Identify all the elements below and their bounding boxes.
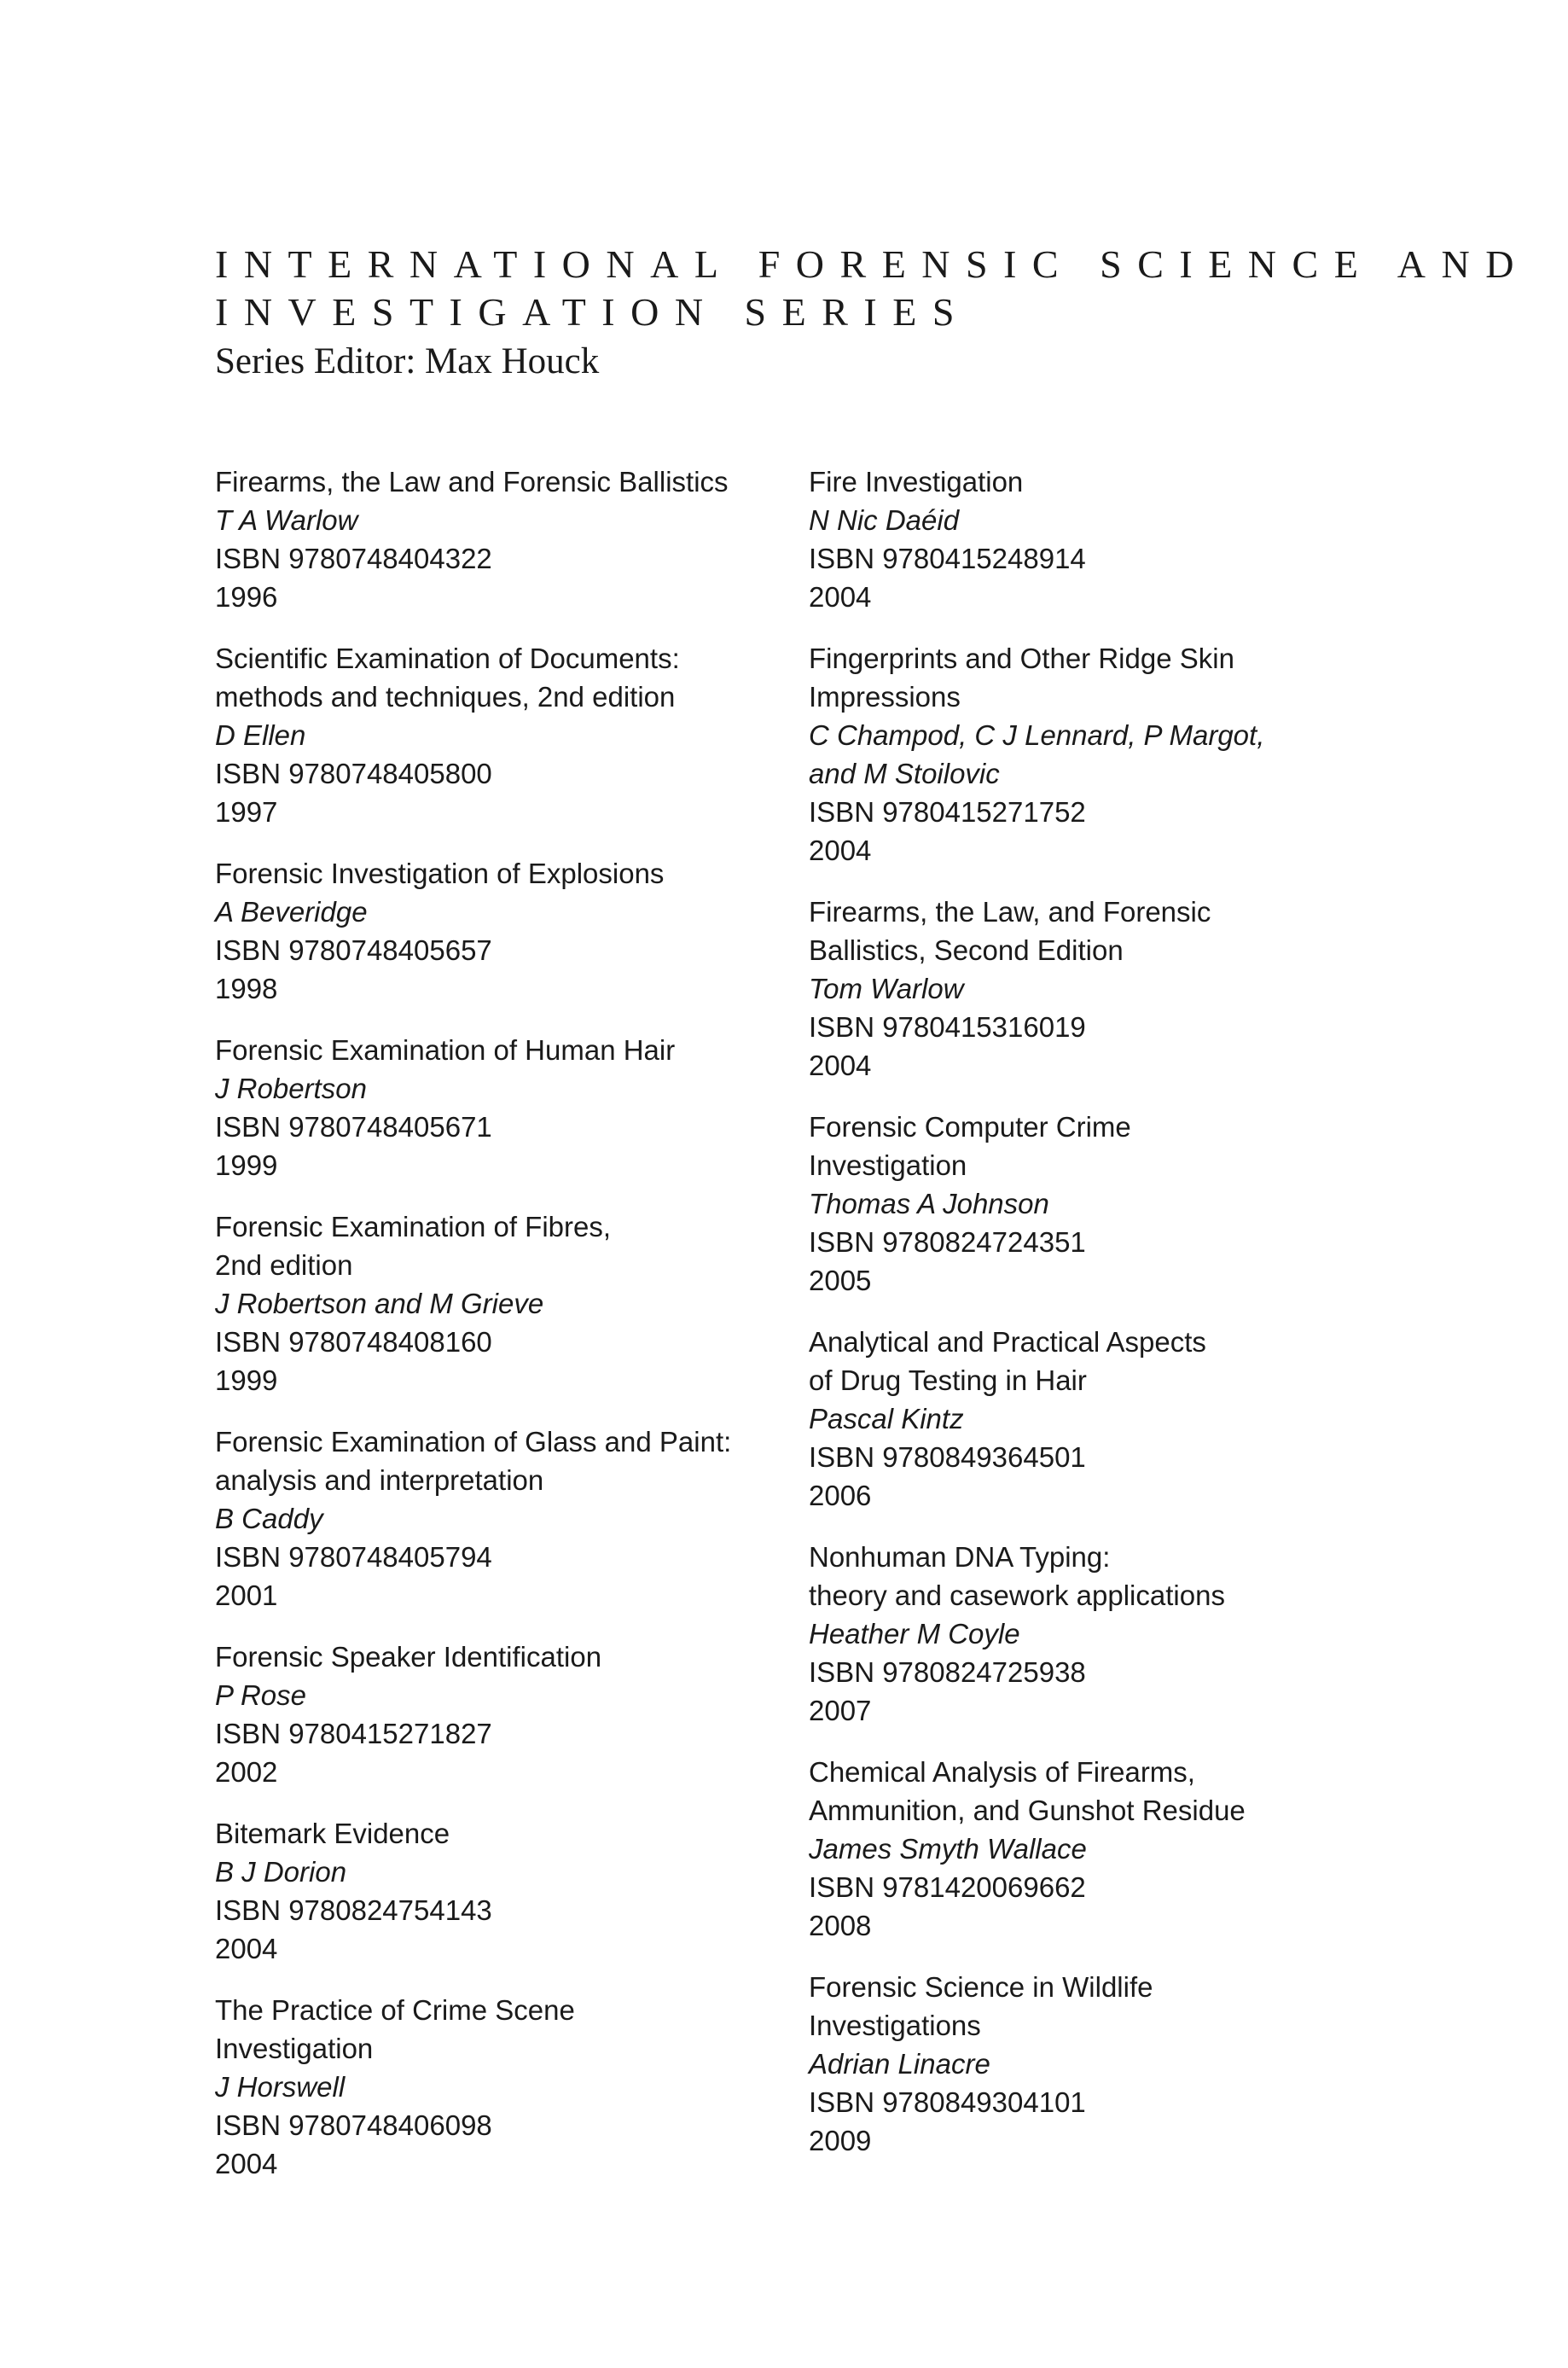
book-entry (215, 1423, 812, 1615)
book-title: Analytical and Practical Aspects of Drug Testing in Hair (809, 1326, 1206, 1396)
book-author: T A Warlow (215, 504, 358, 536)
book-year: 2007 (809, 1695, 872, 1726)
book-author: Pascal Kintz (809, 1403, 964, 1434)
book-author: C Champod, C J Lennard, P Margot, and M Stoilovic (809, 719, 1265, 789)
book-isbn: ISBN 9780748408160 (215, 1326, 492, 1358)
book-year: 2004 (809, 835, 872, 866)
book-year: 1999 (215, 1149, 278, 1181)
book-title: The Practice of Crime Scene Investigation (215, 1994, 575, 2064)
book-title: Forensic Computer Crime Investigation (809, 1111, 1131, 1181)
book-entry (809, 1753, 1406, 1945)
book-entry (215, 1031, 812, 1184)
book-year: 2002 (215, 1756, 278, 1788)
book-isbn: ISBN 9781420069662 (809, 1871, 1086, 1903)
book-entry (809, 1538, 1406, 1730)
book-entry (809, 1323, 1406, 1515)
book-author: James Smyth Wallace (809, 1833, 1087, 1865)
book-isbn: ISBN 9780849364501 (809, 1441, 1086, 1473)
book-title: Firearms, the Law and Forensic Ballistics (215, 466, 729, 497)
book-author: B Caddy (215, 1503, 323, 1534)
book-author: A Beveridge (215, 896, 368, 928)
book-isbn: ISBN 9780748405794 (215, 1541, 492, 1573)
book-title: Firearms, the Law, and Forensic Ballistics, Second Edition (809, 896, 1211, 966)
book-author: J Robertson (215, 1073, 367, 1104)
book-year: 2004 (215, 2148, 278, 2179)
book-entry (809, 639, 1406, 870)
book-author: Heather M Coyle (809, 1618, 1020, 1649)
book-year: 1997 (215, 796, 278, 828)
book-isbn: ISBN 9780748405657 (215, 934, 492, 966)
book-list-left (215, 463, 812, 2206)
book-year: 2006 (809, 1480, 872, 1511)
book-author: Tom Warlow (809, 973, 964, 1004)
book-isbn: ISBN 9780415271752 (809, 796, 1086, 828)
book-isbn: ISBN 9780824754143 (215, 1894, 492, 1926)
book-entry (809, 463, 1406, 616)
book-year: 1996 (215, 581, 278, 613)
book-entry (809, 1968, 1406, 2160)
book-entry (215, 1638, 812, 1791)
book-entry (215, 639, 812, 831)
book-entry (809, 893, 1406, 1085)
book-author: D Ellen (215, 719, 306, 751)
book-year: 2005 (809, 1265, 872, 1296)
book-isbn: ISBN 9780748405671 (215, 1111, 492, 1143)
book-entry (215, 1207, 812, 1399)
book-year: 2009 (809, 2125, 872, 2156)
book-title: Nonhuman DNA Typing: theory and casework applications (809, 1541, 1225, 1611)
book-entry (215, 854, 812, 1008)
book-year: 2004 (809, 581, 872, 613)
book-title: Forensic Examination of Fibres, 2nd edition (215, 1211, 612, 1281)
book-year: 1999 (215, 1364, 278, 1396)
book-isbn: ISBN 9780748405800 (215, 758, 492, 789)
book-title: Forensic Investigation of Explosions (215, 858, 665, 889)
book-title: Chemical Analysis of Firearms, Ammunition, and Gunshot Residue (809, 1756, 1246, 1826)
book-isbn: ISBN 9780415316019 (809, 1011, 1086, 1043)
book-title: Forensic Science in Wildlife Investigations (809, 1971, 1153, 2041)
book-title: Fingerprints and Other Ridge Skin Impressions (809, 643, 1234, 713)
book-title: Scientific Examination of Documents: methods and techniques, 2nd edition (215, 643, 680, 713)
book-isbn: ISBN 9780415248914 (809, 543, 1086, 574)
book-year: 2001 (215, 1580, 278, 1611)
book-title: Fire Investigation (809, 466, 1024, 497)
book-year: 2004 (809, 1050, 872, 1081)
series-title-line-1: INTERNATIONAL FORENSIC SCIENCE AND (215, 242, 1530, 286)
book-isbn: ISBN 9780824724351 (809, 1226, 1086, 1258)
book-author: J Horswell (215, 2071, 346, 2103)
book-entry (215, 463, 812, 616)
series-header (215, 241, 1530, 386)
book-author: Adrian Linacre (809, 2048, 990, 2080)
book-title: Forensic Speaker Identification (215, 1641, 602, 1673)
book-isbn: ISBN 9780748404322 (215, 543, 492, 574)
book-author: N Nic Daéid (809, 504, 960, 536)
book-year: 1998 (215, 973, 278, 1004)
book-title: Forensic Examination of Human Hair (215, 1034, 676, 1066)
book-entry (215, 1814, 812, 1968)
book-list-right (809, 463, 1406, 2183)
series-editor: Series Editor: Max Houck (215, 341, 600, 381)
book-isbn: ISBN 9780849304101 (809, 2086, 1086, 2118)
book-author: Thomas A Johnson (809, 1188, 1049, 1219)
book-entry (215, 1991, 812, 2183)
series-title-line-2: INVESTIGATION SERIES (215, 290, 970, 334)
book-year: 2008 (809, 1910, 872, 1941)
book-title: Forensic Examination of Glass and Paint: analysis and interpretation (215, 1426, 732, 1496)
book-author: P Rose (215, 1679, 306, 1711)
book-isbn: ISBN 9780824725938 (809, 1656, 1086, 1688)
book-title: Bitemark Evidence (215, 1818, 450, 1849)
book-isbn: ISBN 9780415271827 (215, 1718, 492, 1749)
book-entry (809, 1108, 1406, 1300)
book-year: 2004 (215, 1933, 278, 1964)
book-isbn: ISBN 9780748406098 (215, 2109, 492, 2141)
book-author: B J Dorion (215, 1856, 347, 1888)
book-author: J Robertson and M Grieve (215, 1288, 544, 1319)
